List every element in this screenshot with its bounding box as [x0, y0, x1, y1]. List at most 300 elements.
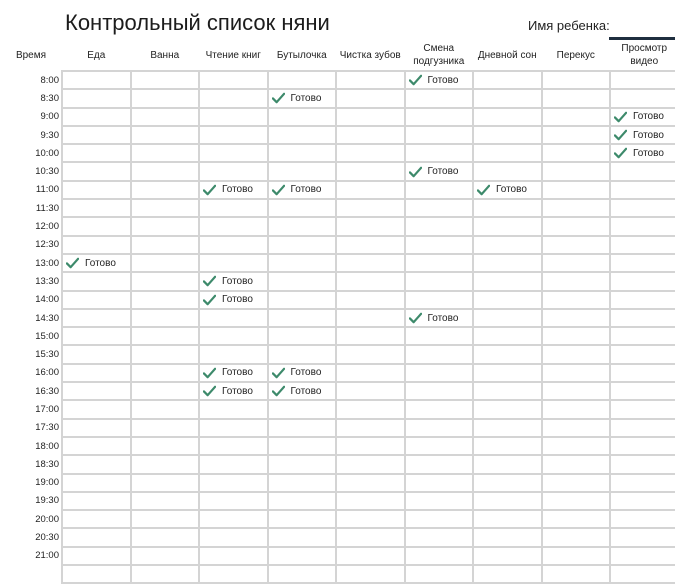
checklist-cell-nap[interactable]	[473, 455, 542, 473]
checklist-cell-bottle[interactable]	[268, 492, 337, 510]
checklist-cell-nap[interactable]	[473, 291, 542, 309]
time-label: 12:30	[35, 239, 59, 251]
checklist-cell-snack[interactable]	[542, 474, 611, 492]
checklist-cell-bottle[interactable]	[268, 162, 337, 180]
checklist-cell-bath[interactable]	[131, 382, 200, 400]
checklist-cell-snack[interactable]	[542, 565, 611, 583]
checklist-cell-nap[interactable]	[473, 254, 542, 272]
checklist-cell-teeth[interactable]	[336, 181, 405, 199]
checklist-cell-video[interactable]	[610, 236, 675, 254]
checklist-cell-diaper[interactable]	[405, 437, 474, 455]
checklist-cell-nap[interactable]	[473, 199, 542, 217]
checklist-cell-bottle[interactable]	[268, 419, 337, 437]
time-label: 15:30	[35, 349, 59, 361]
checklist-cell-reading[interactable]	[199, 510, 268, 528]
checklist-cell-food[interactable]	[62, 199, 131, 217]
checklist-cell-bath[interactable]	[131, 437, 200, 455]
checklist-cell-video[interactable]	[610, 254, 675, 272]
checklist-cell-reading[interactable]	[199, 565, 268, 583]
checklist-cell-snack[interactable]	[542, 309, 611, 327]
checklist-cell-snack[interactable]	[542, 291, 611, 309]
checklist-cell-bath[interactable]	[131, 181, 200, 199]
checkmark-icon	[409, 312, 422, 324]
checklist-cell-video[interactable]	[610, 291, 675, 309]
checklist-cell-snack[interactable]	[542, 419, 611, 437]
checklist-cell-food[interactable]	[62, 474, 131, 492]
checklist-cell-nap[interactable]	[473, 345, 542, 363]
checklist-cell-diaper[interactable]	[405, 419, 474, 437]
checklist-cell-video[interactable]	[610, 474, 675, 492]
checklist-cell-bottle[interactable]	[268, 474, 337, 492]
checklist-cell-diaper[interactable]	[405, 382, 474, 400]
checklist-cell-food[interactable]	[62, 382, 131, 400]
checklist-cell-bath[interactable]	[131, 345, 200, 363]
checklist-cell-bottle[interactable]	[268, 455, 337, 473]
checklist-cell-reading[interactable]	[199, 382, 268, 400]
checklist-cell-bath[interactable]	[131, 108, 200, 126]
checklist-cell-bottle[interactable]	[268, 291, 337, 309]
checklist-cell-video[interactable]	[610, 89, 675, 107]
checklist-cell-bottle[interactable]	[268, 345, 337, 363]
checklist-cell-teeth[interactable]	[336, 419, 405, 437]
checklist-cell-video[interactable]	[610, 199, 675, 217]
checklist-cell-food[interactable]	[62, 236, 131, 254]
checklist-cell-snack[interactable]	[542, 108, 611, 126]
checklist-cell-nap[interactable]	[473, 364, 542, 382]
checklist-cell-diaper[interactable]	[405, 345, 474, 363]
checklist-cell-food[interactable]	[62, 327, 131, 345]
time-label: 15:00	[35, 330, 59, 342]
checkmark-icon	[203, 367, 216, 379]
checklist-cell-food[interactable]	[62, 217, 131, 235]
checklist-cell-nap[interactable]	[473, 510, 542, 528]
checklist-cell-bottle[interactable]	[268, 126, 337, 144]
checklist-cell-snack[interactable]	[542, 327, 611, 345]
checklist-cell-bottle[interactable]	[268, 272, 337, 290]
checklist-cell-video[interactable]	[610, 382, 675, 400]
checklist-cell-diaper[interactable]	[405, 126, 474, 144]
checklist-cell-food[interactable]	[62, 89, 131, 107]
checklist-cell-snack[interactable]	[542, 455, 611, 473]
checklist-cell-nap[interactable]	[473, 547, 542, 565]
checklist-cell-food[interactable]	[62, 455, 131, 473]
checklist-cell-nap[interactable]	[473, 236, 542, 254]
checklist-cell-bottle[interactable]	[268, 108, 337, 126]
checklist-cell-food[interactable]	[62, 364, 131, 382]
column-header-bottle: Бутылочка	[276, 49, 327, 61]
checklist-cell-food[interactable]	[62, 71, 131, 89]
checklist-cell-nap[interactable]	[473, 437, 542, 455]
time-label: 17:00	[35, 403, 59, 415]
checklist-cell-bottle[interactable]	[268, 199, 337, 217]
column-header-reading: Чтение книг	[205, 49, 261, 61]
checklist-cell-diaper[interactable]	[405, 400, 474, 418]
checklist-cell-teeth[interactable]	[336, 400, 405, 418]
checklist-cell-nap[interactable]	[473, 89, 542, 107]
checklist-cell-bath[interactable]	[131, 71, 200, 89]
checklist-cell-nap[interactable]	[473, 108, 542, 126]
checklist-cell-bottle[interactable]	[268, 309, 337, 327]
checklist-cell-bath[interactable]	[131, 364, 200, 382]
checklist-cell-reading[interactable]	[199, 455, 268, 473]
checklist-cell-bath[interactable]	[131, 126, 200, 144]
checklist-cell-video[interactable]	[610, 345, 675, 363]
time-label: 14:30	[35, 312, 59, 324]
time-label: 9:30	[40, 129, 59, 141]
checklist-cell-reading[interactable]	[199, 108, 268, 126]
checklist-cell-food[interactable]	[62, 528, 131, 546]
checklist-cell-food[interactable]	[62, 291, 131, 309]
table-row	[0, 71, 675, 89]
done-label: Готово	[222, 294, 253, 306]
checklist-cell-nap[interactable]	[473, 474, 542, 492]
checklist-cell-reading[interactable]	[199, 419, 268, 437]
checklist-cell-teeth[interactable]	[336, 345, 405, 363]
checklist-cell-video[interactable]	[610, 309, 675, 327]
checklist-cell-reading[interactable]	[199, 272, 268, 290]
checklist-cell-bottle[interactable]	[268, 327, 337, 345]
checklist-cell-bath[interactable]	[131, 510, 200, 528]
checklist-cell-bath[interactable]	[131, 528, 200, 546]
checklist-cell-nap[interactable]	[473, 144, 542, 162]
checklist-cell-bottle[interactable]	[268, 71, 337, 89]
done-label: Готово	[427, 74, 459, 86]
column-header-time: Время	[15, 50, 47, 61]
checklist-cell-diaper[interactable]	[405, 364, 474, 382]
check-entry	[406, 74, 473, 86]
done-label: Готово	[222, 385, 253, 397]
checklist-cell-bath[interactable]	[131, 199, 200, 217]
checklist-cell-teeth[interactable]	[336, 254, 405, 272]
table-row	[0, 400, 675, 418]
checklist-cell-diaper[interactable]	[405, 455, 474, 473]
checklist-cell-diaper[interactable]	[405, 199, 474, 217]
checklist-cell-food[interactable]	[62, 510, 131, 528]
checklist-cell-diaper[interactable]	[405, 474, 474, 492]
checklist-cell-video[interactable]	[610, 71, 675, 89]
checklist-cell-reading[interactable]	[199, 291, 268, 309]
checklist-cell-bottle[interactable]	[268, 437, 337, 455]
time-label: 9:00	[40, 111, 59, 123]
checklist-cell-teeth[interactable]	[336, 455, 405, 473]
checklist-cell-bath[interactable]	[131, 419, 200, 437]
checklist-cell-bottle[interactable]	[268, 181, 337, 199]
checklist-cell-video[interactable]	[610, 162, 675, 180]
checklist-cell-reading[interactable]	[199, 254, 268, 272]
check-entry	[200, 275, 267, 287]
checklist-cell-bottle[interactable]	[268, 510, 337, 528]
checklist-cell-reading[interactable]	[199, 181, 268, 199]
checklist-cell-diaper[interactable]	[405, 272, 474, 290]
checklist-cell-reading[interactable]	[199, 364, 268, 382]
checklist-cell-food[interactable]	[62, 162, 131, 180]
checkmark-icon	[272, 385, 285, 397]
checklist-cell-food[interactable]	[62, 254, 131, 272]
checklist-cell-teeth[interactable]	[336, 126, 405, 144]
checkmark-icon	[477, 184, 490, 196]
checklist-cell-teeth[interactable]	[336, 492, 405, 510]
table-row	[0, 455, 675, 473]
checklist-cell-teeth[interactable]	[336, 364, 405, 382]
checklist-cell-nap[interactable]	[473, 217, 542, 235]
checklist-cell-nap[interactable]	[473, 272, 542, 290]
checkmark-icon	[272, 184, 285, 196]
checklist-cell-food[interactable]	[62, 492, 131, 510]
checklist-cell-diaper[interactable]	[405, 144, 474, 162]
check-entry	[406, 312, 473, 324]
checklist-cell-snack[interactable]	[542, 510, 611, 528]
checklist-cell-teeth[interactable]	[336, 71, 405, 89]
checklist-cell-diaper[interactable]	[405, 547, 474, 565]
checklist-cell-diaper[interactable]	[405, 71, 474, 89]
checklist-cell-bath[interactable]	[131, 547, 200, 565]
checklist-cell-video[interactable]	[610, 565, 675, 583]
checklist-cell-diaper[interactable]	[405, 254, 474, 272]
checklist-cell-teeth[interactable]	[336, 382, 405, 400]
checklist-cell-bottle[interactable]	[268, 547, 337, 565]
checklist-cell-nap[interactable]	[473, 382, 542, 400]
table-row	[0, 382, 675, 400]
table-row	[0, 108, 675, 126]
checklist-cell-bath[interactable]	[131, 272, 200, 290]
check-entry	[200, 294, 267, 306]
checklist-cell-nap[interactable]	[473, 565, 542, 583]
checklist-cell-reading[interactable]	[199, 528, 268, 546]
table-row	[0, 309, 675, 327]
checklist-cell-bottle[interactable]	[268, 254, 337, 272]
checklist-cell-teeth[interactable]	[336, 291, 405, 309]
header-row	[0, 40, 675, 71]
checklist-cell-video[interactable]	[610, 181, 675, 199]
checklist-cell-bottle[interactable]	[268, 89, 337, 107]
checklist-cell-teeth[interactable]	[336, 89, 405, 107]
checklist-cell-bath[interactable]	[131, 217, 200, 235]
checklist-cell-diaper[interactable]	[405, 565, 474, 583]
checklist-cell-reading[interactable]	[199, 547, 268, 565]
checklist-cell-diaper[interactable]	[405, 217, 474, 235]
checklist-cell-video[interactable]	[610, 126, 675, 144]
checklist-cell-teeth[interactable]	[336, 528, 405, 546]
checklist-cell-video[interactable]	[610, 364, 675, 382]
checklist-cell-reading[interactable]	[199, 162, 268, 180]
checklist-cell-food[interactable]	[62, 144, 131, 162]
checklist-cell-snack[interactable]	[542, 272, 611, 290]
checklist-cell-video[interactable]	[610, 437, 675, 455]
checklist-cell-diaper[interactable]	[405, 492, 474, 510]
checklist-cell-reading[interactable]	[199, 144, 268, 162]
checklist-cell-video[interactable]	[610, 492, 675, 510]
done-label: Готово	[633, 111, 664, 123]
checklist-cell-diaper[interactable]	[405, 528, 474, 546]
checklist-cell-nap[interactable]	[473, 181, 542, 199]
checklist-cell-video[interactable]	[610, 419, 675, 437]
checklist-cell-bath[interactable]	[131, 236, 200, 254]
checklist-cell-teeth[interactable]	[336, 217, 405, 235]
table-row	[0, 565, 675, 583]
checklist-cell-nap[interactable]	[473, 162, 542, 180]
checklist-cell-bath[interactable]	[131, 309, 200, 327]
time-label: 17:30	[35, 422, 59, 434]
table-row	[0, 364, 675, 382]
checklist-cell-snack[interactable]	[542, 382, 611, 400]
checklist-cell-teeth[interactable]	[336, 236, 405, 254]
checklist-cell-video[interactable]	[610, 528, 675, 546]
checklist-cell-video[interactable]	[610, 217, 675, 235]
checklist-cell-bottle[interactable]	[268, 400, 337, 418]
checklist-cell-diaper[interactable]	[405, 108, 474, 126]
checklist-cell-bath[interactable]	[131, 474, 200, 492]
checklist-cell-snack[interactable]	[542, 400, 611, 418]
checklist-cell-diaper[interactable]	[405, 89, 474, 107]
table-row	[0, 162, 675, 180]
checklist-cell-teeth[interactable]	[336, 309, 405, 327]
checklist-cell-snack[interactable]	[542, 236, 611, 254]
checklist-cell-nap[interactable]	[473, 71, 542, 89]
checklist-cell-video[interactable]	[610, 455, 675, 473]
checklist-cell-nap[interactable]	[473, 126, 542, 144]
checklist-cell-snack[interactable]	[542, 199, 611, 217]
checklist-cell-diaper[interactable]	[405, 181, 474, 199]
checklist-cell-snack[interactable]	[542, 364, 611, 382]
checklist-cell-nap[interactable]	[473, 309, 542, 327]
checklist-cell-diaper[interactable]	[405, 510, 474, 528]
checkmark-icon	[409, 166, 422, 178]
checklist-cell-snack[interactable]	[542, 437, 611, 455]
checklist-cell-video[interactable]	[610, 108, 675, 126]
checklist-cell-teeth[interactable]	[336, 437, 405, 455]
checklist-cell-video[interactable]	[610, 144, 675, 162]
checklist-cell-nap[interactable]	[473, 419, 542, 437]
checklist-cell-diaper[interactable]	[405, 327, 474, 345]
checklist-cell-nap[interactable]	[473, 528, 542, 546]
checklist-cell-teeth[interactable]	[336, 474, 405, 492]
table-row	[0, 528, 675, 546]
checklist-cell-reading[interactable]	[199, 236, 268, 254]
checklist-cell-diaper[interactable]	[405, 309, 474, 327]
checklist-cell-teeth[interactable]	[336, 108, 405, 126]
checklist-cell-bath[interactable]	[131, 162, 200, 180]
check-entry	[406, 166, 473, 178]
checklist-cell-teeth[interactable]	[336, 547, 405, 565]
checklist-cell-food[interactable]	[62, 419, 131, 437]
checklist-cell-snack[interactable]	[542, 217, 611, 235]
checklist-cell-reading[interactable]	[199, 309, 268, 327]
checklist-cell-food[interactable]	[62, 565, 131, 583]
checklist-cell-reading[interactable]	[199, 126, 268, 144]
checklist-cell-snack[interactable]	[542, 254, 611, 272]
checklist-cell-nap[interactable]	[473, 327, 542, 345]
table-row	[0, 126, 675, 144]
check-entry	[611, 111, 675, 123]
checklist-cell-reading[interactable]	[199, 400, 268, 418]
checklist-cell-reading[interactable]	[199, 492, 268, 510]
checklist-cell-diaper[interactable]	[405, 236, 474, 254]
table-row	[0, 272, 675, 290]
checklist-cell-bath[interactable]	[131, 400, 200, 418]
checklist-cell-food[interactable]	[62, 108, 131, 126]
checklist-cell-teeth[interactable]	[336, 510, 405, 528]
checklist-cell-bath[interactable]	[131, 89, 200, 107]
checklist-cell-video[interactable]	[610, 510, 675, 528]
checklist-cell-reading[interactable]	[199, 89, 268, 107]
checklist-cell-food[interactable]	[62, 345, 131, 363]
checklist-cell-nap[interactable]	[473, 492, 542, 510]
checklist-cell-video[interactable]	[610, 272, 675, 290]
checklist-cell-food[interactable]	[62, 309, 131, 327]
checklist-cell-diaper[interactable]	[405, 291, 474, 309]
checklist-cell-bath[interactable]	[131, 291, 200, 309]
checklist-cell-food[interactable]	[62, 181, 131, 199]
checklist-cell-teeth[interactable]	[336, 565, 405, 583]
checklist-cell-snack[interactable]	[542, 162, 611, 180]
checklist-cell-bath[interactable]	[131, 327, 200, 345]
checklist-cell-bath[interactable]	[131, 455, 200, 473]
checklist-cell-bath[interactable]	[131, 144, 200, 162]
checklist-table	[0, 40, 675, 584]
checklist-cell-teeth[interactable]	[336, 162, 405, 180]
checklist-cell-snack[interactable]	[542, 71, 611, 89]
checklist-cell-snack[interactable]	[542, 181, 611, 199]
checklist-cell-reading[interactable]	[199, 71, 268, 89]
checklist-cell-diaper[interactable]	[405, 162, 474, 180]
checklist-cell-reading[interactable]	[199, 437, 268, 455]
checklist-cell-bottle[interactable]	[268, 382, 337, 400]
checklist-cell-snack[interactable]	[542, 528, 611, 546]
checklist-cell-bottle[interactable]	[268, 528, 337, 546]
checklist-cell-teeth[interactable]	[336, 272, 405, 290]
checklist-cell-food[interactable]	[62, 437, 131, 455]
checklist-cell-reading[interactable]	[199, 199, 268, 217]
checklist-cell-bath[interactable]	[131, 565, 200, 583]
checklist-cell-bottle[interactable]	[268, 144, 337, 162]
checklist-cell-bottle[interactable]	[268, 217, 337, 235]
checklist-cell-snack[interactable]	[542, 492, 611, 510]
checklist-cell-nap[interactable]	[473, 400, 542, 418]
checklist-cell-snack[interactable]	[542, 345, 611, 363]
checklist-cell-video[interactable]	[610, 547, 675, 565]
checklist-cell-reading[interactable]	[199, 474, 268, 492]
checklist-cell-food[interactable]	[62, 547, 131, 565]
checklist-cell-teeth[interactable]	[336, 144, 405, 162]
checklist-cell-reading[interactable]	[199, 217, 268, 235]
checklist-cell-bottle[interactable]	[268, 236, 337, 254]
checklist-cell-reading[interactable]	[199, 345, 268, 363]
checklist-cell-food[interactable]	[62, 272, 131, 290]
checklist-cell-food[interactable]	[62, 126, 131, 144]
column-header-teeth: Чистка зубов	[339, 49, 401, 61]
checklist-cell-bottle[interactable]	[268, 364, 337, 382]
checkmark-icon	[272, 367, 285, 379]
checklist-cell-snack[interactable]	[542, 144, 611, 162]
checklist-cell-video[interactable]	[610, 327, 675, 345]
checklist-cell-snack[interactable]	[542, 547, 611, 565]
checklist-cell-bottle[interactable]	[268, 565, 337, 583]
check-entry	[63, 257, 130, 269]
child-name-label: Имя ребенка:	[528, 18, 610, 33]
checkmark-icon	[203, 385, 216, 397]
checklist-cell-snack[interactable]	[542, 89, 611, 107]
checklist-cell-teeth[interactable]	[336, 327, 405, 345]
done-label: Готово	[290, 92, 322, 104]
checklist-cell-teeth[interactable]	[336, 199, 405, 217]
checklist-cell-snack[interactable]	[542, 126, 611, 144]
checklist-cell-bath[interactable]	[131, 254, 200, 272]
checklist-cell-reading[interactable]	[199, 327, 268, 345]
checklist-cell-video[interactable]	[610, 400, 675, 418]
checklist-cell-food[interactable]	[62, 400, 131, 418]
done-label: Готово	[633, 129, 664, 141]
checklist-cell-bath[interactable]	[131, 492, 200, 510]
